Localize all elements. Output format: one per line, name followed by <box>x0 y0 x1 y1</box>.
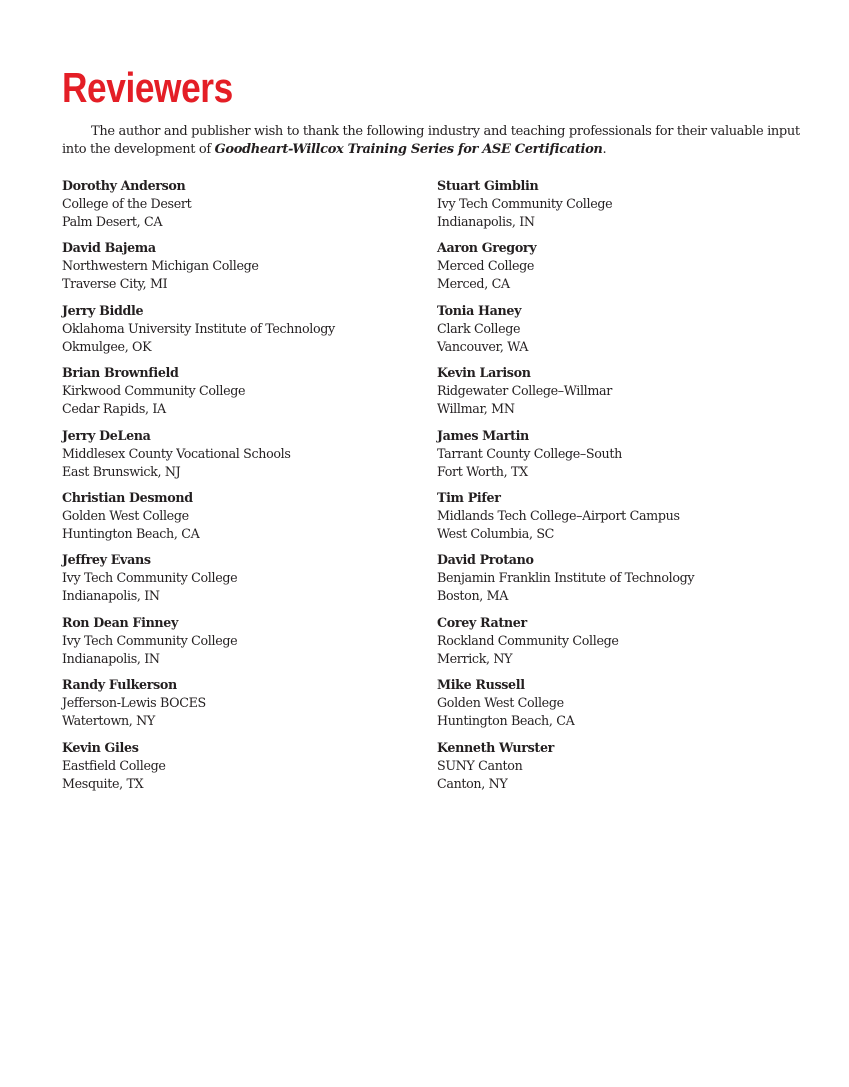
page-title: Reviewers <box>62 64 233 111</box>
reviewer-entry <box>62 427 422 489</box>
reviewer-location: Huntington Beach, CA <box>437 713 575 729</box>
reviewers-right-column <box>437 177 797 801</box>
reviewer-institution: Golden West College <box>62 507 189 523</box>
reviewer-entry <box>62 177 422 239</box>
reviewer-institution: Merced College <box>437 258 535 274</box>
reviewer-name: Jerry DeLena <box>62 427 151 443</box>
reviewer-location: Cedar Rapids, IA <box>62 401 166 417</box>
reviewer-institution: Midlands Tech College–Airport Campus <box>437 507 680 523</box>
reviewer-name: David Protano <box>437 552 534 568</box>
reviewer-location: Indianapolis, IN <box>62 588 160 604</box>
reviewer-location: Willmar, MN <box>437 401 515 417</box>
reviewer-name: Stuart Gimblin <box>437 178 539 193</box>
reviewer-name: James Martin <box>437 427 529 443</box>
reviewer-institution: Benjamin Franklin Institute of Technology <box>437 570 695 586</box>
reviewer-institution: Golden West College <box>437 695 564 711</box>
reviewer-location: Huntington Beach, CA <box>62 525 200 541</box>
reviewer-name: Ron Dean Finney <box>62 614 179 630</box>
reviewer-location: Fort Worth, TX <box>437 463 528 479</box>
reviewer-location: Indianapolis, IN <box>437 214 535 229</box>
reviewer-entry <box>62 364 422 426</box>
reviewer-location: East Brunswick, NJ <box>62 463 181 479</box>
reviewer-name: Tim Pifer <box>437 489 501 505</box>
reviewer-entry <box>437 239 797 301</box>
series-title: Goodheart-Willcox Training Series for ASE Certification <box>214 142 603 157</box>
reviewer-entry <box>437 739 797 801</box>
reviewer-institution: SUNY Canton <box>437 757 523 773</box>
reviewer-entry <box>437 177 797 239</box>
reviewer-institution: Ivy Tech Community College <box>62 632 238 648</box>
reviewers-left-column <box>62 177 422 801</box>
reviewer-institution: Oklahoma University Institute of Technology <box>62 320 335 336</box>
reviewer-location: West Columbia, SC <box>437 525 555 541</box>
reviewer-name: Randy Fulkerson <box>62 677 177 693</box>
reviewer-entry <box>437 551 797 613</box>
reviewer-entry <box>437 489 797 551</box>
reviewer-location: Traverse City, MI <box>62 276 168 292</box>
reviewer-location: Okmulgee, OK <box>62 338 152 354</box>
reviewer-institution: Jefferson-Lewis BOCES <box>62 695 206 711</box>
reviewer-name: Jeffrey Evans <box>62 552 151 568</box>
reviewer-institution: Clark College <box>437 320 521 336</box>
reviewer-institution: Rockland Community College <box>437 632 619 648</box>
reviewer-institution: Northwestern Michigan College <box>62 258 259 274</box>
reviewer-entry <box>62 676 422 738</box>
reviewer-name: Aaron Gregory <box>437 240 537 256</box>
reviewer-location: Indianapolis, IN <box>62 650 160 666</box>
reviewer-entry <box>62 302 422 364</box>
reviewer-entry <box>62 614 422 676</box>
intro-text: The author and publisher wish to thank the following industry and teaching professionals for their valuable input into the development of <box>62 124 800 157</box>
reviewer-name: Tonia Haney <box>437 302 522 318</box>
reviewer-name: Mike Russell <box>437 677 525 693</box>
reviewer-location: Canton, NY <box>437 775 508 791</box>
reviewer-location: Watertown, NY <box>62 713 155 729</box>
reviewer-entry <box>62 739 422 801</box>
reviewer-entry <box>437 676 797 738</box>
reviewer-name: Christian Desmond <box>62 489 193 505</box>
reviewer-entry <box>437 427 797 489</box>
reviewer-name: Kenneth Wurster <box>437 739 554 755</box>
intro-paragraph <box>62 123 802 159</box>
reviewer-entry <box>62 551 422 613</box>
reviewer-name: Dorothy Anderson <box>62 178 186 193</box>
reviewer-institution: Eastfield College <box>62 757 166 773</box>
reviewer-institution: Ivy Tech Community College <box>437 196 613 211</box>
reviewer-institution: Ivy Tech Community College <box>62 570 238 586</box>
reviewer-name: David Bajema <box>62 240 156 256</box>
reviewer-location: Palm Desert, CA <box>62 214 163 229</box>
reviewer-name: Kevin Larison <box>437 365 531 381</box>
reviewer-name: Jerry Biddle <box>62 302 144 318</box>
reviewer-institution: Kirkwood Community College <box>62 383 246 399</box>
reviewer-entry <box>62 489 422 551</box>
reviewer-entry <box>437 614 797 676</box>
reviewer-institution: Tarrant County College–South <box>437 445 622 461</box>
reviewer-name: Brian Brownfield <box>62 365 179 381</box>
reviewer-location: Vancouver, WA <box>437 338 529 354</box>
reviewer-location: Boston, MA <box>437 588 509 604</box>
reviewer-institution: Ridgewater College–Willmar <box>437 383 612 399</box>
reviewer-entry <box>437 302 797 364</box>
intro-end: . <box>602 142 607 157</box>
reviewer-location: Merced, CA <box>437 276 510 292</box>
reviewer-location: Merrick, NY <box>437 650 513 666</box>
reviewer-institution: Middlesex County Vocational Schools <box>62 445 291 461</box>
reviewer-entry <box>437 364 797 426</box>
reviewer-institution: College of the Desert <box>62 196 192 211</box>
reviewer-name: Corey Ratner <box>437 614 527 630</box>
reviewer-entry <box>62 239 422 301</box>
reviewer-name: Kevin Giles <box>62 739 139 755</box>
reviewer-location: Mesquite, TX <box>62 775 144 791</box>
